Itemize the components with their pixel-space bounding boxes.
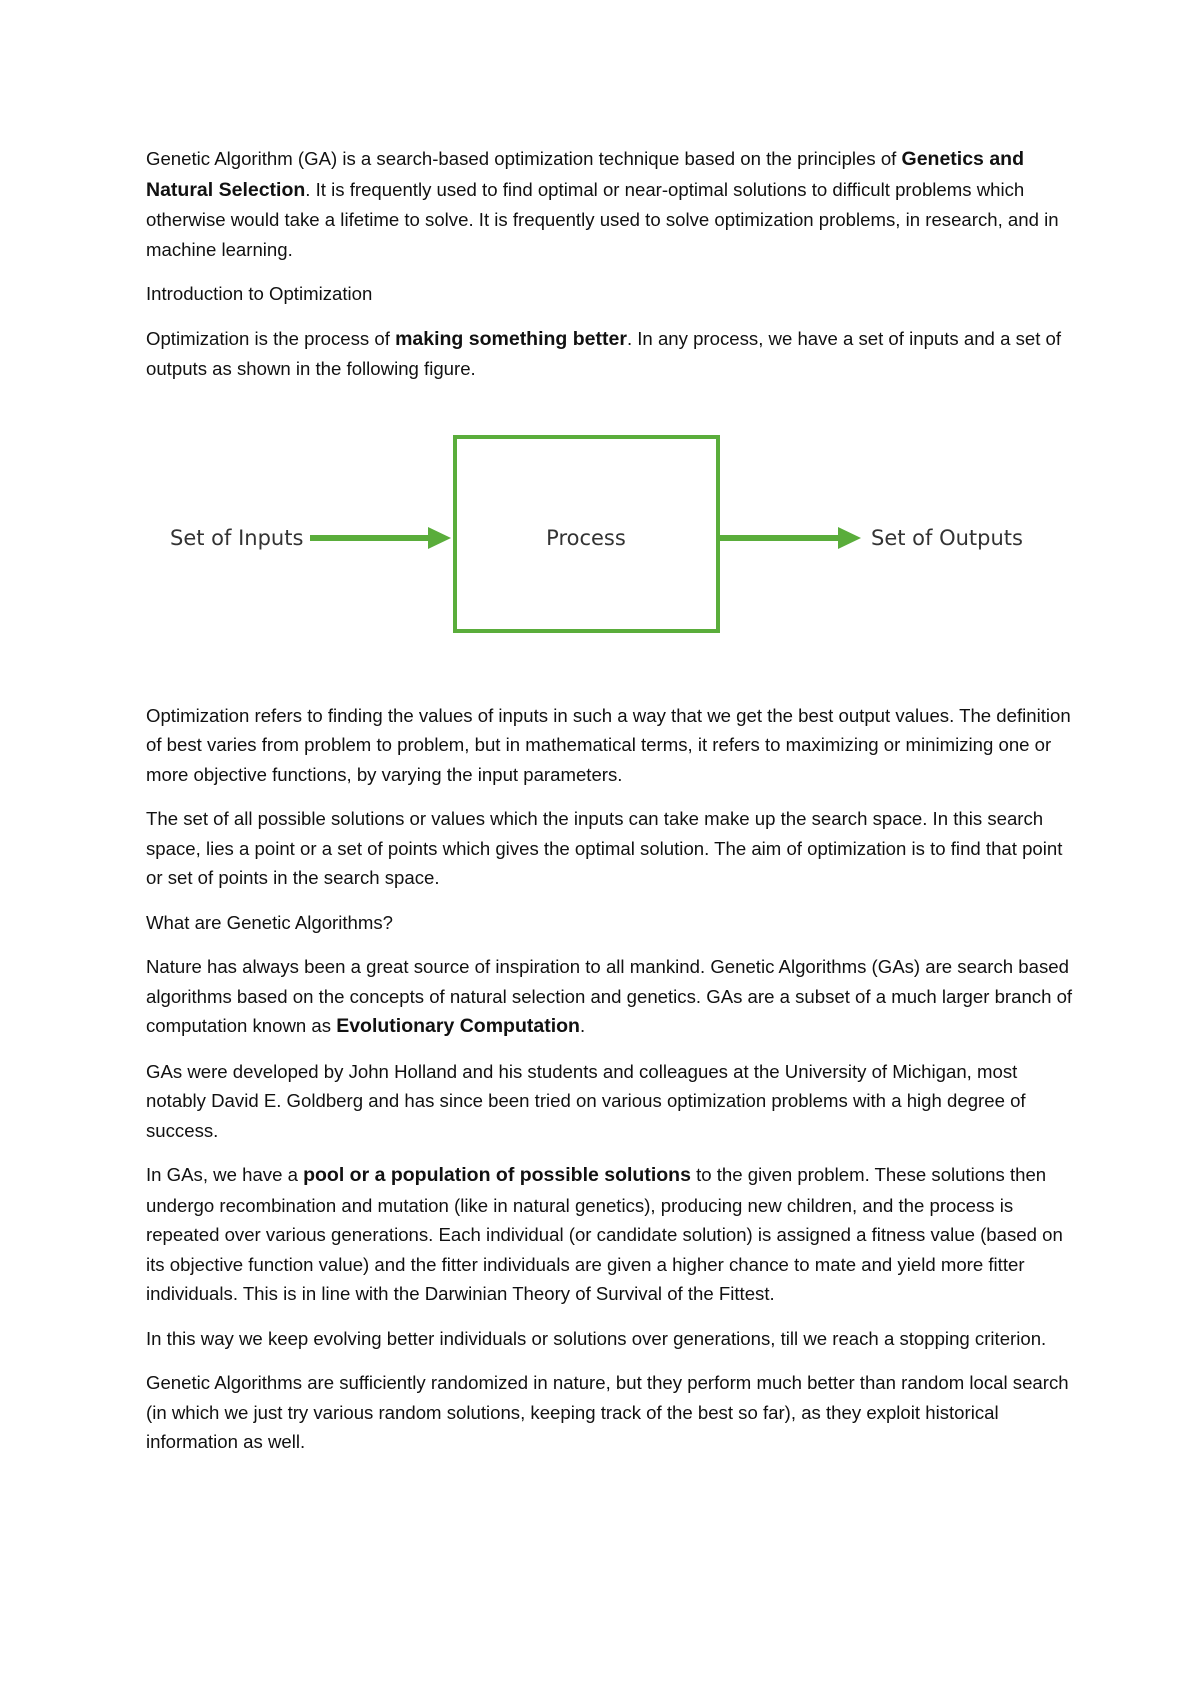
population-bold-text: pool or a population of possible solutions <box>303 1164 691 1186</box>
section-heading-optimization: Introduction to Optimization <box>146 283 373 304</box>
output-arrow-head <box>838 527 861 549</box>
optimization-text-cont: . In any process, we have a set of inputs and a set of outputs as shown in the following figure. <box>146 327 1062 379</box>
optimization-bold-text: making something better <box>395 327 627 350</box>
evolutionary-computation-bold: Evolutionary Computation <box>336 1015 580 1037</box>
population-text-cont: to the given problem. These solutions then undergo recombination and mutation (like in natural genetics), producing new children, and the process is repeated over various generations. Each individual (or candidate solution) is assigned a fitness value (based on its objective function value) and the fitter individuals are given a higher chance to mate and yield more fitter individuals. This is in line with the Darwinian Theory of Survival of the Fittest. <box>146 1164 1063 1304</box>
intro-bold-text: Genetics and Natural Selection <box>146 148 1024 201</box>
input-label: Set of Inputs <box>170 525 304 550</box>
process-label: Process <box>546 525 626 550</box>
optimization-text: Optimization is the process of <box>146 327 396 349</box>
section-heading-ga: What are Genetic Algorithms? <box>146 911 393 933</box>
document-page <box>146 144 1076 1472</box>
optimization-definition-paragraph: Optimization refers to finding the values of inputs in such a way that we get the best output values. The definition of best varies from problem to problem, but in mathematical terms, it refers to maximizing or minimizing one or more objective functions, by varying the input parameters. <box>146 704 1071 785</box>
holland-paragraph: GAs were developed by John Holland and his students and colleagues at the University of Michigan, most notably David E. Goldberg and has since been tried on various optimization problems with a high degree of success. <box>146 1060 1026 1141</box>
optimization-paragraph <box>146 324 1076 384</box>
nature-paragraph <box>146 952 1076 1042</box>
intro-text: Genetic Algorithm (GA) is a search-based optimization technique based on the principles of <box>146 148 902 169</box>
population-paragraph <box>146 1160 1076 1309</box>
nature-text: Nature has always been a great source of inspiration to all mankind. Genetic Algorithms (GAs) are search based algorithms based on the concepts of natural selection and genetics. GAs are a subset of a much larger branch of computation known as <box>146 956 1073 1036</box>
search-space-paragraph: The set of all possible solutions or values which the inputs can take make up the search space. In this search space, lies a point or a set of points which gives the optimal solution. The aim of optimization is to find that point or set of points in the search space. <box>146 808 1063 888</box>
process-diagram <box>140 399 1080 683</box>
intro-text-cont: . It is frequently used to find optimal or near-optimal solutions to difficult problems which otherwise would take a lifetime to solve. It is frequently used to solve optimization problems, in research, and in machine learning. <box>146 178 1059 260</box>
output-label: Set of Outputs <box>871 525 1023 550</box>
intro-paragraph <box>146 144 1076 264</box>
population-text: In GAs, we have a <box>146 1164 304 1185</box>
randomized-paragraph: Genetic Algorithms are sufficiently randomized in nature, but they perform much better than random local search (in which we just try various random solutions, keeping track of the best so far), as they exploit historical information as well. <box>146 1372 1069 1452</box>
input-arrow-head <box>428 527 451 549</box>
process-figure <box>146 399 1076 683</box>
nature-text-cont: . <box>579 1015 586 1036</box>
evolving-paragraph: In this way we keep evolving better individuals or solutions over generations, till we reach a stopping criterion. <box>146 1327 1047 1349</box>
